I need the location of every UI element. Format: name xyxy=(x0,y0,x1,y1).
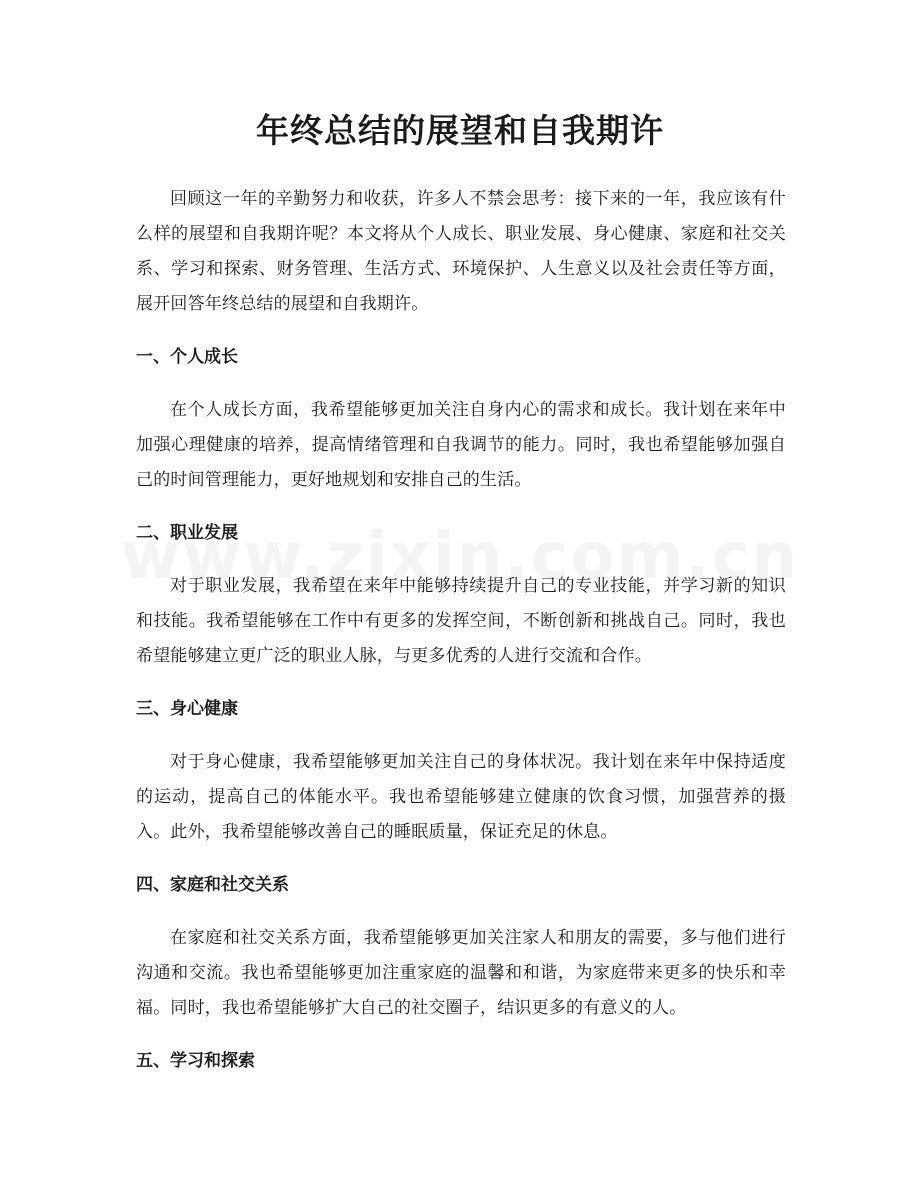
section-paragraph-career-development: 对于职业发展，我希望在来年中能够持续提升自己的专业技能，并学习新的知识和技能。我希望能够在工作中有更多的发挥空间，不断创新和挑战自己。同时，我也希望能够建立更广泛的职业人脉，与更多优秀的人进行交流和合作。 xyxy=(136,576,786,666)
section-heading-personal-growth: 一、个人成长 xyxy=(136,347,238,367)
section-heading-learning-exploration: 五、学习和探索 xyxy=(136,1051,255,1071)
section-paragraph-family-social: 在家庭和社交关系方面，我希望能够更加关注家人和朋友的需要，多与他们进行沟通和交流。我也希望能够更加注重家庭的温馨和和谐，为家庭带来更多的快乐和幸福。同时，我也希望能够扩大自己的社交圈子，结识更多的有意义的人。 xyxy=(136,928,786,1018)
document-body xyxy=(136,182,786,1097)
section-heading-family-social: 四、家庭和社交关系 xyxy=(136,875,289,895)
section-paragraph-health: 对于身心健康，我希望能够更加关注自己的身体状况。我计划在来年中保持适度的运动，提高自己的体能水平。我也希望能够建立健康的饮食习惯，加强营养的摄入。此外，我希望能够改善自己的睡眠质量，保证充足的休息。 xyxy=(136,752,786,842)
section-heading-career-development: 二、职业发展 xyxy=(136,523,238,543)
document-title: 年终总结的展望和自我期许 xyxy=(256,111,664,150)
intro-paragraph: 回顾这一年的辛勤努力和收获，许多人不禁会思考：接下来的一年，我应该有什么样的展望和自我期许呢？本文将从个人成长、职业发展、身心健康、家庭和社交关系、学习和探索、财务管理、生活方式、环境保护、人生意义以及社会责任等方面，展开回答年终总结的展望和自我期许。 xyxy=(136,189,786,314)
section-paragraph-personal-growth: 在个人成长方面，我希望能够更加关注自身内心的需求和成长。我计划在来年中加强心理健康的培养，提高情绪管理和自我调节的能力。同时，我也希望能够加强自己的时间管理能力，更好地规划和安排自己的生活。 xyxy=(136,400,786,490)
section-heading-health: 三、身心健康 xyxy=(136,699,238,719)
